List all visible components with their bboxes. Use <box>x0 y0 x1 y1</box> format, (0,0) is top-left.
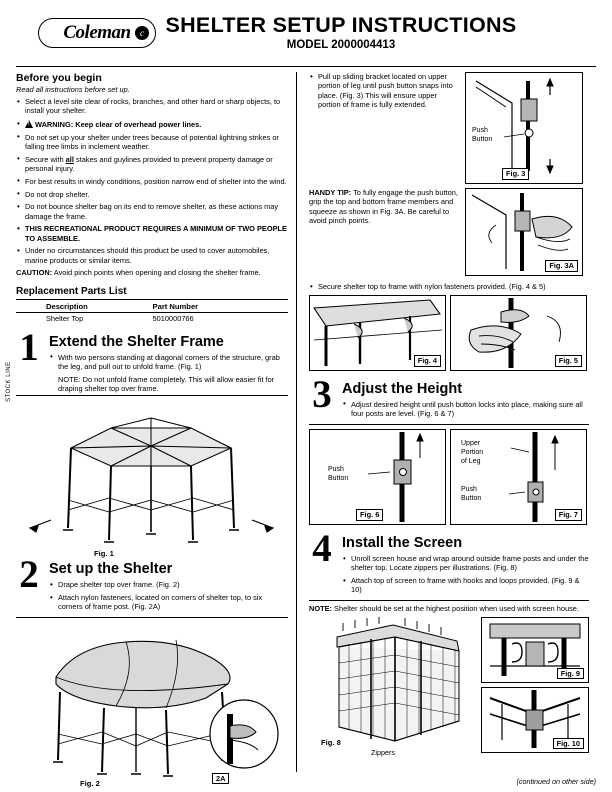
secure-top-list <box>309 282 589 291</box>
step-1-title: Extend the Shelter Frame <box>49 333 224 350</box>
figure-7-callout-portion: Portion <box>461 448 484 456</box>
before-you-begin-heading: Before you begin <box>16 72 102 84</box>
list-item: • For best results in windy conditions, position narrow end of shelter into the wind. <box>16 177 288 186</box>
list-item: • Drape shelter top over frame. (Fig. 2) <box>49 580 288 589</box>
list-item: • Do not bounce shelter bag on its end to remove shelter, as these actions may damage the frame. <box>16 202 288 221</box>
figure-3a <box>465 188 583 276</box>
list-item: • Under no circumstances should this product be used to cover automobiles, marine products or similar items. <box>16 246 288 265</box>
cell-description: Shelter Top <box>46 313 84 323</box>
figure-7-callout-upper: Upper <box>461 439 481 447</box>
handy-tip-row <box>309 188 589 276</box>
right-top-list <box>309 72 459 109</box>
figure-8 <box>309 617 477 757</box>
column-divider <box>296 72 297 772</box>
figure-7-label: Fig. 7 <box>555 509 582 521</box>
replacement-parts-table <box>16 301 288 324</box>
fig6-fig7-row <box>309 429 589 525</box>
step-3 <box>309 372 589 422</box>
table-header-row <box>16 301 288 313</box>
replacement-parts-title: Replacement Parts List <box>16 286 288 300</box>
figure-10 <box>481 687 589 753</box>
fig3-row <box>309 72 589 184</box>
step-4-title: Install the Screen <box>342 534 463 551</box>
step-4-number: 4 <box>312 526 332 570</box>
before-begin-list <box>16 97 288 265</box>
page-title: SHELTER SETUP INSTRUCTIONS <box>165 13 517 37</box>
figure-2 <box>16 622 288 790</box>
warning-triangle-icon <box>25 120 33 128</box>
figure-2-label: Fig. 2 <box>80 779 100 789</box>
header-divider <box>16 66 596 67</box>
figure-4 <box>309 295 446 371</box>
figure-6-label: Fig. 6 <box>356 509 383 521</box>
figure-6-callout-push: Push <box>328 465 344 473</box>
brand-name: Coleman <box>63 22 131 43</box>
figure-5 <box>450 295 587 371</box>
list-item: • With two persons standing at diagonal corners of the structure, grab the leg, and pull out to unfold frame. (Fig. 1) <box>49 353 288 372</box>
figure-1-label: Fig. 1 <box>94 549 114 559</box>
figure-1-illustration <box>16 400 286 555</box>
figure-7 <box>450 429 587 525</box>
figure-10-label: Fig. 10 <box>553 738 584 750</box>
list-item: • Do not drop shelter. <box>16 190 288 199</box>
step-4 <box>309 526 589 598</box>
step-1 <box>16 325 288 394</box>
page-header <box>16 14 596 66</box>
table-row <box>16 312 288 324</box>
figure-3-label: Fig. 3 <box>502 168 529 180</box>
step-3-divider <box>309 424 589 425</box>
figure-2-illustration <box>16 622 288 782</box>
figure-3-callout-button: Button <box>472 136 493 143</box>
list-item: • THIS RECREATIONAL PRODUCT REQUIRES A MINIMUM OF TWO PEOPLE TO ASSEMBLE. <box>16 224 288 243</box>
caution-text: CAUTION: Avoid pinch points when opening and closing the shelter frame. <box>16 268 261 278</box>
figure-1 <box>16 400 288 560</box>
figure-6 <box>309 429 446 525</box>
list-item: • Unroll screen house and wrap around outside frame posts and under the shelter top. Locate zippers per illustrations. (Fig. 8) <box>342 554 589 573</box>
continued-note: (continued on other side) <box>516 777 596 786</box>
step-4-list <box>342 554 589 595</box>
step-2-title: Set up the Shelter <box>49 561 173 578</box>
step-3-list <box>342 400 589 419</box>
figure-3a-label: Fig. 3A <box>545 260 578 272</box>
list-item: • Secure with all stakes and guylines provided to prevent property damage or personal injury. <box>16 155 288 174</box>
coleman-logo <box>38 18 156 48</box>
figure-2a-detail <box>210 700 278 768</box>
figure-8-callout-zippers: Zippers <box>371 748 395 758</box>
stock-code: STOCK LINE <box>6 361 12 402</box>
list-item: • Select a level site clear of rocks, branches, and other hard or sharp objects, to install your shelter. <box>16 97 288 116</box>
left-column <box>6 72 296 789</box>
figure-2a-label: 2A <box>212 773 229 785</box>
list-item: • Secure shelter top to frame with nylon fasteners provided. (Fig. 4 & 5) <box>309 282 589 291</box>
figure-7-callout-push: Push <box>461 485 477 493</box>
step-1-note: NOTE: Do not unfold frame completely. This will allow easier fit for draping shelter top over frame. <box>58 374 275 393</box>
fig4-fig5-row <box>309 295 589 371</box>
figure-3 <box>465 72 583 184</box>
step-1-list <box>49 353 288 372</box>
cell-part-number: 5010000766 <box>152 313 194 323</box>
list-item: • Adjust desired height until push button locks into place, making sure all four posts are level. (Fig. 6 & 7) <box>342 400 589 419</box>
figure-8-illustration <box>309 617 477 749</box>
figure-7-callout-button: Button <box>461 494 482 502</box>
step-3-title: Adjust the Height <box>342 380 463 397</box>
right-column <box>303 72 589 772</box>
step-4-divider <box>309 600 589 601</box>
figure-9-label: Fig. 9 <box>557 668 584 680</box>
figure-7-callout-of-leg: of Leg <box>461 457 481 465</box>
list-item: • Pull up sliding bracket located on upper portion of leg until push button snaps into place. (Fig. 3) This will ensure upper portion of frame is fully extended. <box>309 72 459 109</box>
list-item: • Attach nylon fasteners, located on corners of shelter top, to six corners of frame post. (Fig. 2A) <box>49 593 288 612</box>
figure-3-callout-push: Push <box>472 127 488 134</box>
model-number: MODEL 2000004413 <box>286 38 396 51</box>
list-item: • Attach top of screen to frame with hooks and loops provided. (Fig. 9 & 10) <box>342 576 589 595</box>
figure-4-label: Fig. 4 <box>414 355 441 367</box>
figure-8-label: Fig. 8 <box>321 738 341 748</box>
figure-6-callout-button: Button <box>328 474 349 482</box>
step-3-number: 3 <box>312 372 332 416</box>
step-1-divider <box>16 395 288 396</box>
warning-power-lines: !• WARNING: Keep clear of overhead power lines. <box>16 119 288 129</box>
list-item: • Do not set up your shelter under trees because of potential lightning strikes or falling tree limbs in inclement weather. <box>16 133 288 152</box>
column-header-description: Description <box>16 301 147 313</box>
column-header-part-number: Part Number <box>147 301 288 313</box>
figure-9 <box>481 617 589 683</box>
handy-tip-text: HANDY TIP: To fully engage the push button, grip the top and bottom frame members and squeeze as shown in Fig. 3A. Be careful to avoid pinch points. <box>309 188 458 225</box>
figure-5-label: Fig. 5 <box>555 355 582 367</box>
step-1-number: 1 <box>19 325 39 369</box>
brand-badge-icon: c <box>135 26 149 40</box>
step-2-number: 2 <box>19 553 39 597</box>
step-4-note: NOTE: Shelter should be set at the highest position when used with screen house. <box>309 604 579 614</box>
fig8-row <box>309 617 589 757</box>
fig9-fig10-stack <box>481 617 589 757</box>
read-instructions-note: Read all instructions before set up. <box>16 85 130 94</box>
step-2-divider <box>16 617 288 618</box>
step-2-list <box>49 580 288 611</box>
